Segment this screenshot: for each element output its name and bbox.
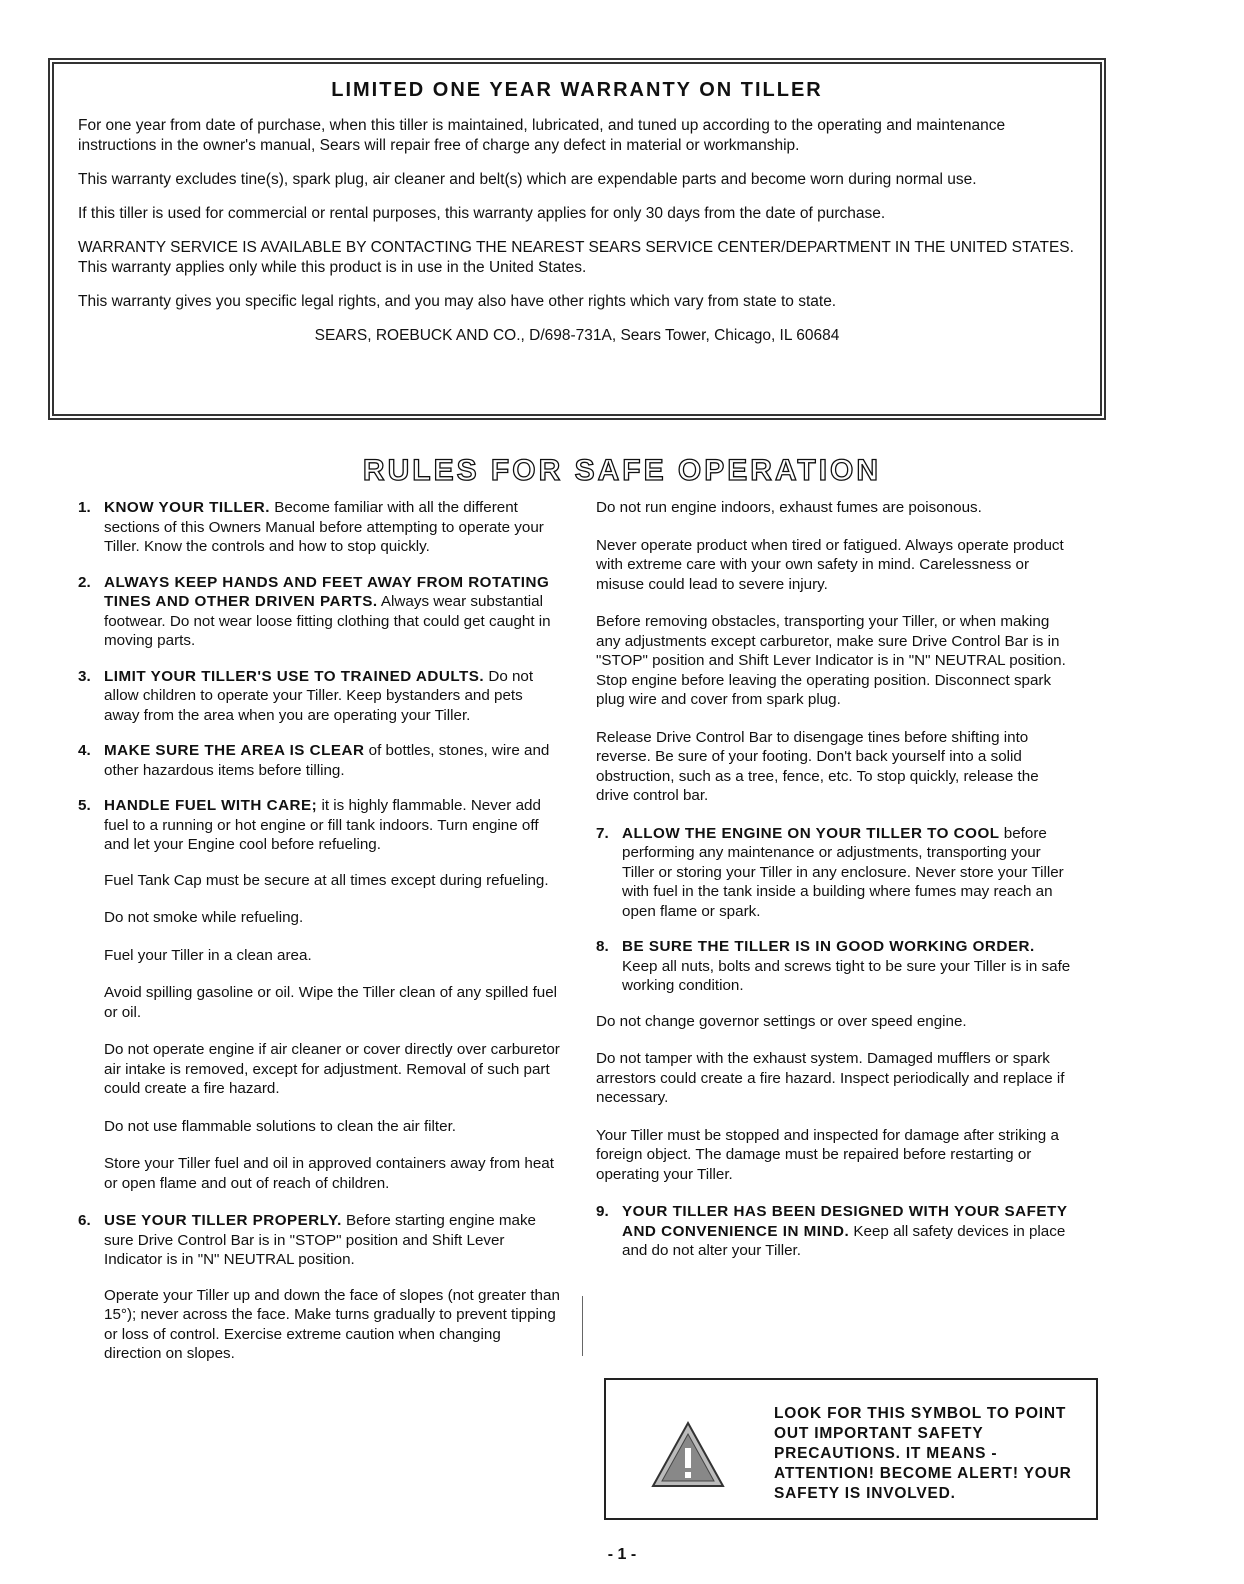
rules-left-column xyxy=(78,498,562,1382)
warranty-service-caps: WARRANTY SERVICE IS AVAILABLE BY CONTACTING THE NEAREST SEARS SERVICE CENTER/DEPARTMENT IN THE UNITED STATES. xyxy=(78,239,1074,256)
rule-paragraph: Fuel your Tiller in a clean area. xyxy=(104,946,312,964)
rule-7 xyxy=(596,824,1074,922)
rule-text: Before starting engine make sure Drive Control Bar is in "STOP" position and Shift Lever Indicator is in "N" NEUTRAL position. xyxy=(104,1212,537,1268)
rule-text: it is highly flammable. Never add fuel to a running or hot engine or fill tank indoors. Turn engine off and let your Engine cool before refueling. xyxy=(104,797,541,853)
rule-number: 4. xyxy=(78,742,91,759)
warranty-title: LIMITED ONE YEAR WARRANTY ON TILLER xyxy=(331,79,823,101)
rule-paragraph: Operate your Tiller up and down the face of slopes (not greater than 15°); never across the face. Make turns gradually to prevent tipping or loss of control. Exercise extreme caution when changing direction on slopes. xyxy=(104,1286,560,1362)
rule-number: 9. xyxy=(596,1203,609,1220)
rule-number: 5. xyxy=(78,797,91,814)
rule-paragraph: Do not operate engine if air cleaner or cover directly over carburetor air intake is removed, except for adjustment. Removal of such part could create a fire hazard. xyxy=(104,1041,560,1097)
rule-4 xyxy=(78,741,562,780)
warranty-service-rest: This warranty applies only while this product is in use in the United States. xyxy=(78,259,587,276)
rule-number: 8. xyxy=(596,938,609,955)
rule-text: Keep all safety devices in place and do not alter your Tiller. xyxy=(622,1222,1066,1259)
rule-paragraph: Do not run engine indoors, exhaust fumes are poisonous. xyxy=(596,499,982,516)
page-number: - 1 - xyxy=(607,1546,637,1563)
rules-right-column xyxy=(596,498,1074,1277)
rule-heading: HANDLE FUEL WITH CARE; xyxy=(104,797,318,814)
rule-paragraph: Avoid spilling gasoline or oil. Wipe the Tiller clean of any spilled fuel or oil. xyxy=(104,984,558,1021)
rule-paragraph: Store your Tiller fuel and oil in approved containers away from heat or open flame and out of reach of children. xyxy=(104,1155,554,1192)
warranty-paragraph: For one year from date of purchase, when this tiller is maintained, lubricated, and tuned up according to the operating and maintenance instructions in the owner's manual, Sears will repair free of charge any defect in material or workmanship. xyxy=(78,117,1006,154)
rule-paragraph: Your Tiller must be stopped and inspected for damage after striking a foreign object. The damage must be repaired before restarting or operating your Tiller. xyxy=(596,1126,1059,1183)
rule-paragraph: Never operate product when tired or fatigued. Always operate product with extreme care with your own safety in mind. Carelessness or misuse could lead to severe injury. xyxy=(596,536,1064,593)
rule-paragraph: Release Drive Control Bar to disengage tines before shifting into reverse. Be sure of your footing. Don't back yourself into a solid obstruction, such as a tree, fence, etc. To stop quickly, release the drive control bar. xyxy=(596,728,1039,804)
rules-title: RULES FOR SAFE OPERATION xyxy=(362,454,882,487)
rule-paragraph: Do not smoke while refueling. xyxy=(104,909,304,926)
sears-address: SEARS, ROEBUCK AND CO., D/698-731A, Sears Tower, Chicago, IL 60684 xyxy=(314,327,840,344)
warning-triangle-icon xyxy=(650,1420,726,1490)
warranty-service-paragraph xyxy=(78,238,1076,278)
rule-heading: BE SURE THE TILLER IS IN GOOD WORKING ORDER. xyxy=(622,938,1035,955)
rule-paragraph: Do not change governor settings or over speed engine. xyxy=(596,1012,967,1030)
rule-heading: LIMIT YOUR TILLER'S USE TO TRAINED ADULTS. xyxy=(104,667,485,685)
rule-text: of bottles, stones, wire and other hazardous items before tilling. xyxy=(104,742,550,779)
warranty-paragraph: If this tiller is used for commercial or rental purposes, this warranty applies for only 30 days from the date of purchase. xyxy=(78,205,886,222)
safety-symbol-text: LOOK FOR THIS SYMBOL TO POINT OUT IMPORTANT SAFETY PRECAUTIONS. IT MEANS - ATTENTION! BECOME ALERT! YOUR SAFETY IS INVOLVED. xyxy=(774,1405,1072,1502)
rule-text: Always wear substantial footwear. Do not wear loose fitting clothing that could get caught in moving parts. xyxy=(104,593,551,649)
rule-heading: MAKE SURE THE AREA IS CLEAR xyxy=(104,742,365,759)
rule-9 xyxy=(596,1202,1074,1261)
rule-number: 7. xyxy=(596,824,609,842)
rule-heading: KNOW YOUR TILLER. xyxy=(104,499,270,516)
rule-heading: ALLOW THE ENGINE ON YOUR TILLER TO COOL xyxy=(622,824,1000,842)
rule-2 xyxy=(78,573,562,651)
rule-8 xyxy=(596,937,1074,996)
rule-heading: USE YOUR TILLER PROPERLY. xyxy=(104,1212,342,1229)
rule-text: Do not allow children to operate your Tiller. Keep bystanders and pets away from the area when you are operating your Tiller. xyxy=(104,667,534,724)
rule-paragraph: Fuel Tank Cap must be secure at all times except during refueling. xyxy=(104,871,549,889)
rule-paragraph: Do not tamper with the exhaust system. Damaged mufflers or spark arrestors could create a fire hazard. Inspect periodically and replace if necessary. xyxy=(596,1050,1065,1106)
warranty-paragraph: This warranty gives you specific legal rights, and you may also have other rights which vary from state to state. xyxy=(78,293,837,310)
rule-heading: ALWAYS KEEP HANDS AND FEET AWAY FROM ROTATING TINES AND OTHER DRIVEN PARTS. xyxy=(104,573,550,610)
rule-number: 1. xyxy=(78,499,91,516)
rule-heading: YOUR TILLER HAS BEEN DESIGNED WITH YOUR SAFETY AND CONVENIENCE IN MIND. xyxy=(622,1203,1068,1240)
rule-text: before performing any maintenance or adjustments, transporting your Tiller or storing your Tiller in any enclosure. Never store your Tiller with fuel in the tank inside a building where fumes may reach an open flame or spark. xyxy=(622,824,1064,920)
rule-paragraph: Before removing obstacles, transporting your Tiller, or when making any adjustments except carburetor, make sure Drive Control Bar is in "STOP" position and Shift Lever Indicator is in "N" NEUTRAL position. Stop engine before leaving the operating position. Disconnect spark plug wire and cover from spark plug. xyxy=(596,613,1066,708)
rule-1 xyxy=(78,498,562,557)
rule-number: 3. xyxy=(78,667,91,685)
warranty-paragraph: This warranty excludes tine(s), spark plug, air cleaner and belt(s) which are expendable parts and become worn during normal use. xyxy=(78,171,977,188)
rule-text: Keep all nuts, bolts and screws tight to be sure your Tiller is in safe working condition. xyxy=(622,957,1071,994)
rule-5 xyxy=(78,796,562,855)
rule-number: 2. xyxy=(78,573,91,591)
rule-3 xyxy=(78,667,562,726)
safety-symbol-box xyxy=(604,1378,1098,1520)
column-divider xyxy=(582,1296,583,1356)
warranty-box xyxy=(48,58,1106,420)
rule-number: 6. xyxy=(78,1212,91,1229)
rule-6 xyxy=(78,1211,562,1270)
rule-text: Become familiar with all the different sections of this Owners Manual before attempting to operate your Tiller. Know the controls and how to stop quickly. xyxy=(104,499,544,555)
rule-paragraph: Do not use flammable solutions to clean the air filter. xyxy=(104,1117,457,1135)
